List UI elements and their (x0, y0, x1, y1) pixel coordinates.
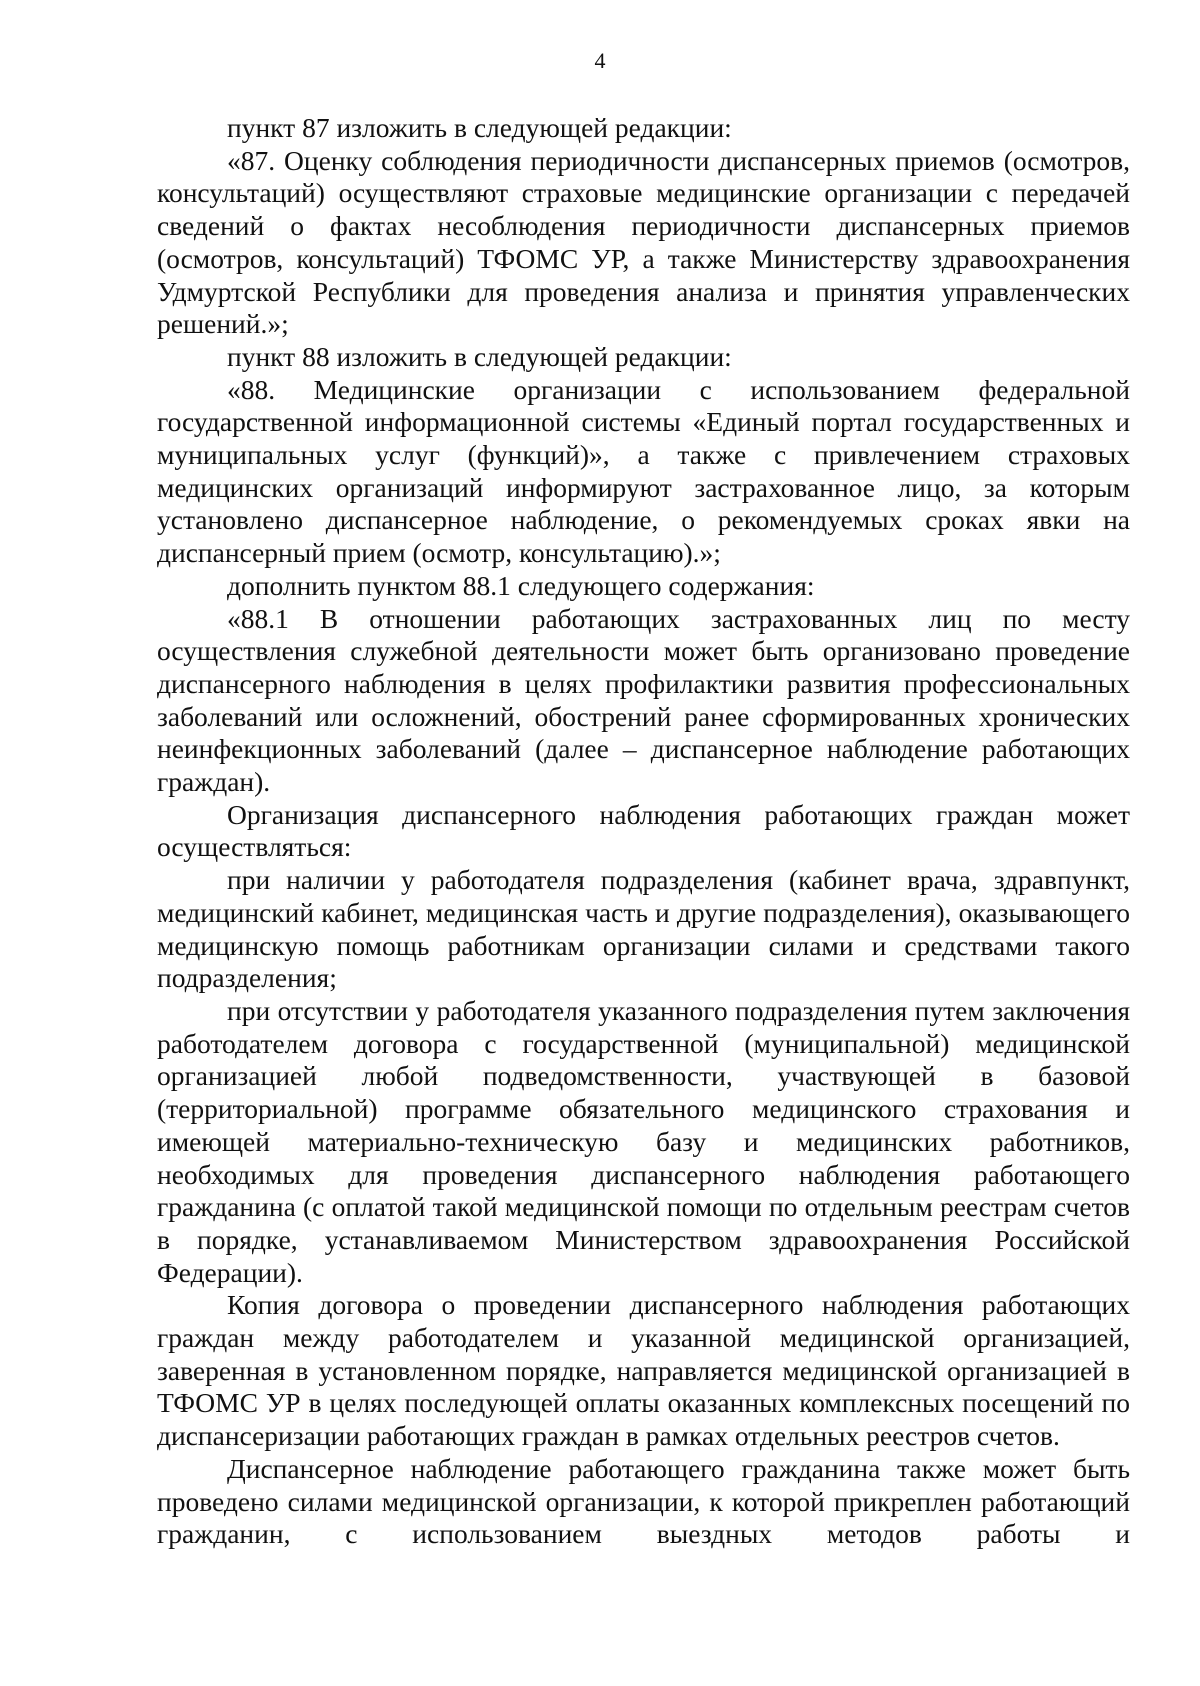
paragraph-item-87-intro: пункт 87 изложить в следующей редакции: (227, 112, 732, 143)
paragraph-attached-organization: Диспансерное наблюдение работающего гражданина также может быть проведено силами медицинской организации, к которой прикреплен работающий гражданин, с использованием выездных методов работы и (157, 1452, 1130, 1550)
paragraph-item-88-1-intro: дополнить пунктом 88.1 следующего содержания: (227, 569, 815, 601)
page-number: 4 (594, 48, 606, 73)
paragraph-with-subdivision: при наличии у работодателя подразделения (кабинет врача, здравпункт, медицинский кабинет, медицинская часть и другие подразделения), оказывающего медицинскую помощь работникам организации силами и средствами такого подразделения; (157, 864, 1130, 994)
paragraph-contract-copy: Копия договора о проведении диспансерного наблюдения работающих граждан между работодателем и указанной медицинской организацией, заверенная в установленном порядке, направляется медицинской организацией в ТФОМС УР в целях последующей оплаты оказанных комплексных посещений по диспансеризации работающих граждан в рамках отдельных реестров счетов. (157, 1289, 1130, 1452)
paragraph-without-subdivision: при отсутствии у работодателя указанного подразделения путем заключения работодателем договора с государственной (муниципальной) медицинской организацией любой подведомственности, участвующей в базовой (территориальной) программе обязательного медицинского страхования и имеющей материально-техническую базу и медицинских работников, необходимых для проведения диспансерного наблюдения работающего гражданина (с оплатой такой медицинской помощи по отдельным реестрам счетов в порядке, устанавливаемом Министерством здравоохранения Российской Федерации). (157, 994, 1130, 1288)
paragraph-item-88-intro: пункт 88 изложить в следующей редакции: (227, 340, 732, 372)
paragraph-item-87-text: «87. Оценку соблюдения периодичности диспансерных приемов (осмотров, консультаций) осуществляют страховые медицинские организации с передачей сведений о фактах несоблюдения периодичности диспансерных приемов (осмотров, консультаций) ТФОМС УР, а также Министерству здравоохранения Удмуртской Республики для проведения анализа и принятия управленческих решений.»; (157, 144, 1130, 340)
paragraph-organization: Организация диспансерного наблюдения работающих граждан может осуществляться: (157, 798, 1130, 863)
paragraph-item-88-text: «88. Медицинские организации с использованием федеральной государственной информационной системы «Единый портал государственных и муниципальных услуг (функций)», а также с привлечением страховых медицинских организаций информируют застрахованное лицо, за которым установлено диспансерное наблюдение, о рекомендуемых сроках явки на диспансерный прием (осмотр, консультацию).»; (157, 373, 1130, 569)
document-body (157, 112, 1130, 1551)
paragraph-item-88-1-text: «88.1 В отношении работающих застрахованных лиц по месту осуществления служебной деятельности может быть организовано проведение диспансерного наблюдения в целях профилактики развития профессиональных заболеваний или осложнений, обострений ранее сформированных хронических неинфекционных заболеваний (далее – диспансерное наблюдение работающих граждан). (157, 602, 1130, 798)
